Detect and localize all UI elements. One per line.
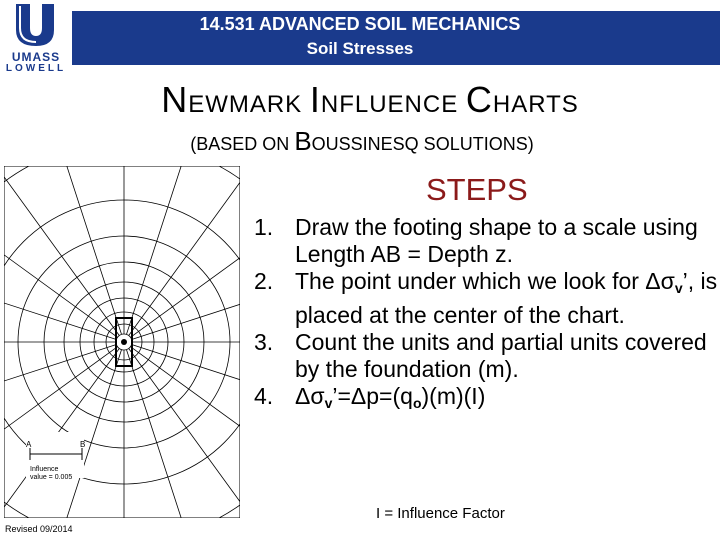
title-cap-n: N [161,79,189,120]
slide-subtitle [112,126,612,157]
subtitle-rest: OUSSINESQ SOLUTIONS) [311,134,534,154]
step-text-part: )(m)(I) [421,383,486,409]
subtitle-cap-b: B [294,126,312,156]
umass-lowell-logo [0,0,72,78]
step-text-part: ’=Δp=(q [332,383,413,409]
title-word-3: HARTS [492,91,579,118]
slide-title [70,79,670,121]
step-text-part: Δσ [295,383,325,409]
step-item [254,268,720,329]
step-text: Count the units and partial units covered by the foundation (m). [295,329,707,382]
revised-date: Revised 09/2014 [5,524,73,534]
step-number: 4. [254,383,274,409]
step-text: Draw the footing shape to a scale using Length AB = Depth z. [295,214,698,267]
influence-factor-note: I = Influence Factor [376,505,505,522]
steps-list [254,214,720,417]
influence-value: value = 0.005 [30,474,73,481]
subscript-v: v [324,395,333,411]
title-cap-c: C [465,79,493,120]
subject-title: Soil Stresses [306,39,414,58]
step-number: 3. [254,329,274,355]
influence-chart-graphic [4,166,240,518]
course-title: 14.531 ADVANCED SOIL MECHANICS [199,14,521,34]
subscript-o: o [412,395,422,411]
logo-text-umass: UMASS [11,50,61,64]
title-word-2: NFLUENCE [320,91,466,118]
step-item [254,383,720,417]
step-number: 2. [254,268,274,294]
step-number: 1. [254,214,274,240]
subscript-v: v [674,280,683,296]
step-text-part: The point under which we look for Δσ [295,268,675,294]
chart-center-point [121,339,127,345]
scale-label-b: B [80,440,86,449]
step-text-part: ’, is placed at the center of the chart. [295,268,718,328]
logo-text-lowell: LOWELL [5,63,67,74]
title-cap-i: I [309,79,321,120]
title-word-1: EWMARK [188,91,310,118]
newmark-influence-chart [4,166,240,518]
umass-u-icon [10,2,60,48]
steps-heading: STEPS [426,172,528,207]
step-item [254,329,720,383]
influence-label: Influence [30,466,59,473]
scale-label-a: A [26,440,32,449]
step-item [254,214,720,268]
subtitle-open: (BASED ON [190,134,295,154]
